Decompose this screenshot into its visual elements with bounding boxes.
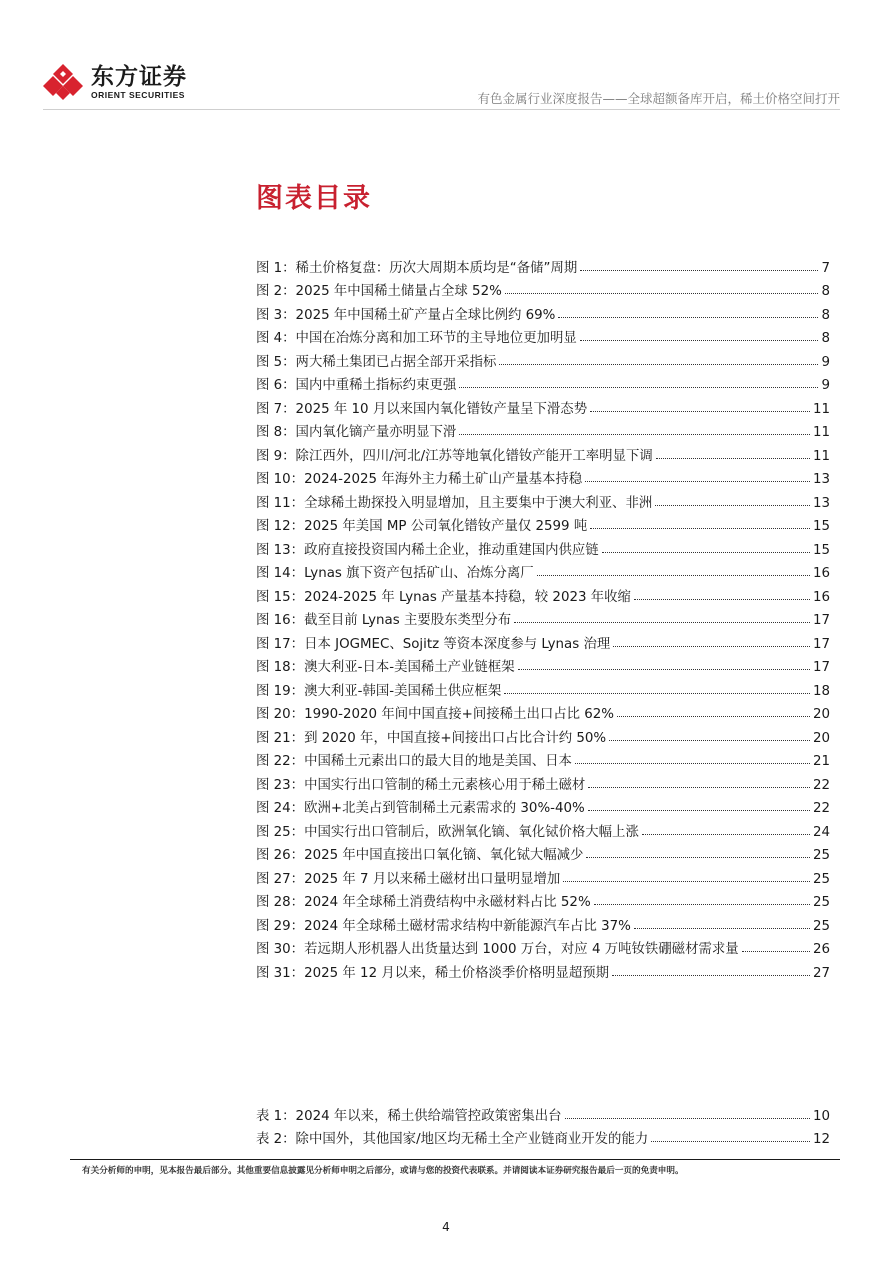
figure-entry-page-number: 17: [812, 660, 830, 675]
orient-securities-logo: [43, 62, 187, 102]
figure-entry-page-number: 8: [821, 307, 830, 323]
figure-entry-label: 图 16：截至目前 Lynas 主要股东类型分布: [256, 613, 512, 628]
figure-entry-page-number: 9: [821, 378, 830, 393]
dot-leader: [588, 809, 810, 811]
dot-leader: [642, 833, 810, 835]
table-entry-label: 表 2：除中国外，其他国家/地区均无稀土全产业链商业开发的能力: [256, 1132, 649, 1147]
figure-entry-label: 图 31：2025 年 12 月以来，稀土价格淡季价格明显超预期: [256, 965, 609, 981]
figure-entry-page-number: 11: [812, 401, 830, 417]
dot-leader: [594, 903, 810, 905]
dot-leader: [588, 786, 810, 788]
logo-english-name: ORIENT SECURITIES: [91, 90, 185, 100]
figure-entry[interactable]: [256, 699, 830, 723]
figure-entry-label: 图 26：2025 年中国直接出口氧化镝、氧化铽大幅减少: [256, 848, 584, 863]
dot-leader: [499, 363, 818, 365]
figure-entry[interactable]: [256, 370, 830, 394]
figure-entry[interactable]: [256, 393, 830, 417]
figure-entry-page-number: 25: [812, 871, 830, 887]
figure-entry-page-number: 11: [812, 425, 830, 440]
table-entry[interactable]: [256, 1100, 830, 1124]
footer-disclaimer: 有关分析师的申明，见本报告最后部分。其他重要信息披露见分析师申明之后部分，或请与您的投资代表联系。并请阅读本证券研究报告最后一页的免责申明。: [82, 1166, 684, 1176]
figure-entry-label: 图 6：国内中重稀土指标约束更强: [256, 378, 457, 393]
dot-leader: [514, 621, 810, 623]
figure-entry-label: 图 17：日本 JOGMEC、Sojitz 等资本深度参与 Lynas 治理: [256, 636, 611, 652]
figure-entry[interactable]: [256, 910, 830, 934]
table-entry-label: 表 1：2024 年以来，稀土供给端管控政策密集出台: [256, 1108, 562, 1124]
figure-entry-page-number: 13: [812, 472, 830, 487]
table-entry[interactable]: [256, 1124, 830, 1148]
figure-entry-label: 图 24：欧洲+北美占到管制稀土元素需求的 30%-40%: [256, 801, 585, 816]
figure-entry[interactable]: [256, 769, 830, 793]
figure-list: [256, 252, 830, 981]
figure-entry[interactable]: [256, 816, 830, 840]
footer-divider: [70, 1159, 840, 1160]
figure-entry[interactable]: [256, 628, 830, 652]
dot-leader: [651, 1140, 810, 1142]
figure-entry[interactable]: [256, 417, 830, 441]
figure-entry-page-number: 21: [812, 754, 830, 769]
figure-entry[interactable]: [256, 605, 830, 629]
dot-leader: [655, 504, 810, 506]
dot-leader: [602, 551, 810, 553]
figure-entry-page-number: 17: [812, 636, 830, 652]
figure-entry[interactable]: [256, 252, 830, 276]
dot-leader: [537, 574, 810, 576]
figure-entry-label: 图 21：到 2020 年，中国直接+间接出口占比合计约 50%: [256, 730, 607, 746]
figure-entry-page-number: 7: [821, 260, 830, 276]
figure-entry-label: 图 9：除江西外，四川/河北/江苏等地氧化镨钕产能开工率明显下调: [256, 448, 653, 464]
dot-leader: [580, 339, 819, 341]
figure-entry-label: 图 18：澳大利亚-日本-美国稀土产业链框架: [256, 660, 515, 675]
figure-entry[interactable]: [256, 957, 830, 981]
figure-entry[interactable]: [256, 511, 830, 535]
figure-entry-page-number: 8: [821, 284, 830, 299]
figure-entry-page-number: 25: [812, 848, 830, 863]
dot-leader: [558, 316, 818, 318]
dot-leader: [590, 410, 810, 412]
dot-leader: [459, 433, 810, 435]
figure-entry[interactable]: [256, 863, 830, 887]
dot-leader: [634, 598, 810, 600]
figure-entry[interactable]: [256, 675, 830, 699]
figure-entry-label: 图 14：Lynas 旗下资产包括矿山、冶炼分离厂: [256, 566, 534, 581]
figure-entry-label: 图 22：中国稀土元素出口的最大目的地是美国、日本: [256, 754, 572, 769]
dot-leader: [656, 457, 810, 459]
figure-entry-page-number: 16: [812, 589, 830, 605]
figure-entry-label: 图 5：两大稀土集团已占据全部开采指标: [256, 354, 497, 370]
figure-entry-page-number: 20: [812, 730, 830, 746]
section-title: 图表目录: [256, 183, 372, 214]
table-list: [256, 1100, 830, 1147]
figure-entry-label: 图 30：若远期人形机器人出货量达到 1000 万台，对应 4 万吨钕铁硼磁材需求量: [256, 942, 739, 957]
figure-entry[interactable]: [256, 346, 830, 370]
dot-leader: [563, 880, 810, 882]
dot-leader: [612, 974, 810, 976]
dot-leader: [459, 386, 818, 388]
figure-entry-page-number: 24: [812, 824, 830, 840]
figure-entry-page-number: 13: [812, 495, 830, 511]
figure-entry[interactable]: [256, 323, 830, 347]
figure-entry-page-number: 15: [812, 519, 830, 534]
figure-entry[interactable]: [256, 534, 830, 558]
dot-leader: [742, 950, 810, 952]
figure-entry-page-number: 25: [812, 895, 830, 910]
dot-leader: [586, 856, 810, 858]
figure-entry[interactable]: [256, 487, 830, 511]
figure-entry[interactable]: [256, 793, 830, 817]
figure-entry[interactable]: [256, 887, 830, 911]
figure-entry-page-number: 9: [821, 354, 830, 370]
figure-entry-page-number: 22: [812, 801, 830, 816]
dot-leader: [518, 668, 810, 670]
table-entry-page-number: 12: [812, 1132, 830, 1147]
figure-entry[interactable]: [256, 934, 830, 958]
dot-leader: [585, 480, 810, 482]
figure-entry-label: 图 27：2025 年 7 月以来稀土磁材出口量明显增加: [256, 871, 561, 887]
table-entry-page-number: 10: [812, 1108, 830, 1124]
figure-entry[interactable]: [256, 558, 830, 582]
logo-chinese-name: 东方证券: [91, 64, 187, 90]
dot-leader: [617, 715, 810, 717]
orient-logo-icon: [43, 62, 83, 102]
figure-entry-page-number: 11: [812, 448, 830, 464]
figure-entry-label: 图 12：2025 年美国 MP 公司氧化镨钕产量仅 2599 吨: [256, 519, 588, 534]
figure-entry[interactable]: [256, 299, 830, 323]
figure-entry-label: 图 23：中国实行出口管制的稀土元素核心用于稀土磁材: [256, 777, 586, 793]
figure-entry-label: 图 1：稀土价格复盘：历次大周期本质均是“备储”周期: [256, 260, 578, 276]
dot-leader: [580, 269, 818, 271]
figure-entry-label: 图 28：2024 年全球稀土消费结构中永磁材料占比 52%: [256, 895, 591, 910]
figure-entry-label: 图 3：2025 年中国稀土矿产量占全球比例约 69%: [256, 307, 556, 323]
figure-entry-label: 图 20：1990-2020 年间中国直接+间接稀土出口占比 62%: [256, 707, 615, 722]
figure-entry[interactable]: [256, 652, 830, 676]
header-divider: [43, 109, 840, 110]
figure-entry-label: 图 2：2025 年中国稀土储量占全球 52%: [256, 284, 502, 299]
figure-entry-label: 图 15：2024-2025 年 Lynas 产量基本持稳，较 2023 年收缩: [256, 589, 631, 605]
figure-entry-page-number: 16: [812, 566, 830, 581]
figure-entry-page-number: 22: [812, 777, 830, 793]
figure-entry[interactable]: [256, 276, 830, 300]
figure-entry-label: 图 4：中国在冶炼分离和加工环节的主导地位更加明显: [256, 331, 577, 346]
figure-entry-label: 图 7：2025 年 10 月以来国内氧化镨钕产量呈下滑态势: [256, 401, 588, 417]
figure-entry-label: 图 19：澳大利亚-韩国-美国稀土供应框架: [256, 683, 502, 699]
dot-leader: [634, 927, 810, 929]
figure-entry-page-number: 15: [812, 542, 830, 558]
figure-entry-page-number: 20: [812, 707, 830, 722]
figure-entry-page-number: 27: [812, 965, 830, 981]
figure-entry-page-number: 17: [812, 613, 830, 628]
figure-entry-label: 图 10：2024-2025 年海外主力稀土矿山产量基本持稳: [256, 472, 583, 487]
figure-entry-label: 图 13：政府直接投资国内稀土企业，推动重建国内供应链: [256, 542, 599, 558]
figure-entry[interactable]: [256, 464, 830, 488]
figure-entry-label: 图 8：国内氧化镝产量亦明显下滑: [256, 425, 457, 440]
figure-entry[interactable]: [256, 722, 830, 746]
figure-entry-label: 图 25：中国实行出口管制后，欧洲氧化镝、氧化铽价格大幅上涨: [256, 824, 639, 840]
dot-leader: [590, 527, 810, 529]
dot-leader: [565, 1117, 810, 1119]
dot-leader: [609, 739, 810, 741]
dot-leader: [505, 292, 819, 294]
page-number: 4: [442, 1220, 450, 1234]
figure-entry-page-number: 18: [812, 683, 830, 699]
dot-leader: [504, 692, 810, 694]
figure-entry-label: 图 11：全球稀土勘探投入明显增加，且主要集中于澳大利亚、非洲: [256, 495, 653, 511]
figure-entry-page-number: 26: [812, 942, 830, 957]
figure-entry-page-number: 25: [812, 918, 830, 934]
figure-entry[interactable]: [256, 746, 830, 770]
figure-entry[interactable]: [256, 581, 830, 605]
figure-entry-page-number: 8: [821, 331, 830, 346]
figure-entry-label: 图 29：2024 年全球稀土磁材需求结构中新能源汽车占比 37%: [256, 918, 631, 934]
report-header-title: 有色金属行业深度报告——全球超额备库开启，稀土价格空间打开: [477, 91, 840, 106]
figure-entry[interactable]: [256, 440, 830, 464]
dot-leader: [613, 645, 810, 647]
figure-entry[interactable]: [256, 840, 830, 864]
dot-leader: [575, 762, 810, 764]
